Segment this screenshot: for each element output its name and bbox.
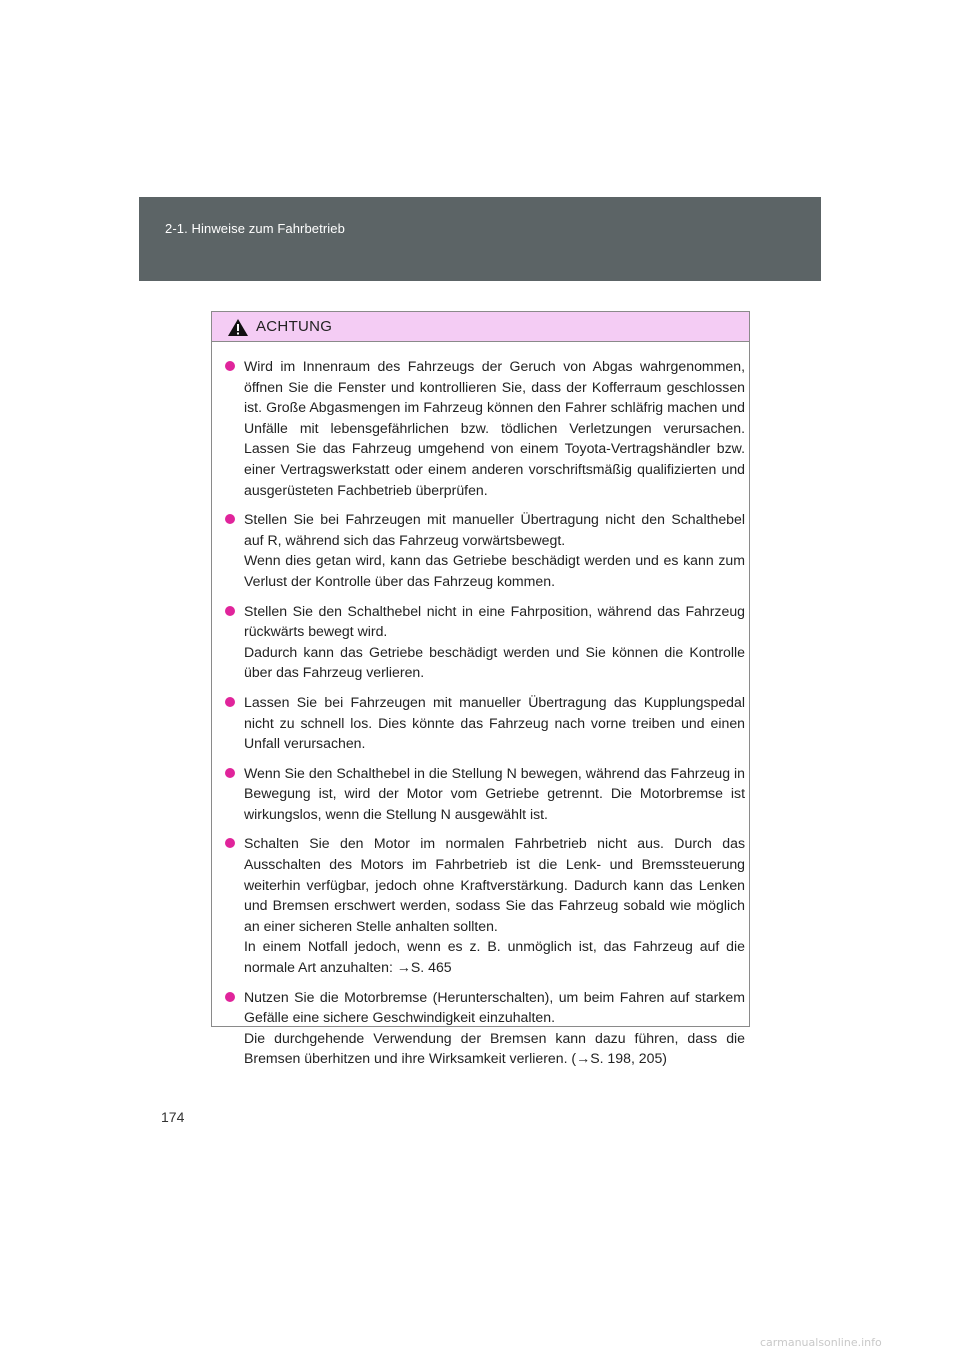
warning-text: Lassen Sie bei Fahrzeugen mit manueller Übertragung das Kupplungspedal nicht zu schnell los. Dies könnte das Fahrzeug nach vorne treiben und einen Unfall verursachen. [244, 693, 745, 752]
warning-item [225, 833, 745, 977]
section-title: 2-1. Hinweise zum Fahrbetrieb [165, 221, 345, 236]
bullet-icon [225, 838, 235, 848]
warning-text: Schalten Sie den Motor im normalen Fahrbetrieb nicht aus. Durch das Ausschalten des Motors im Fahrbetrieb ist die Lenk- und Bremssteuerung weiterhin verfügbar, jedoch ohne Kraftverstärkung. Dadurch kann das Lenken und Bremsen erschwert werden, sodass Sie das Fahrzeug sobald wie möglich an einer sicheren Stelle anhalten sollten. [244, 835, 745, 934]
warning-text: Stellen Sie bei Fahrzeugen mit manueller Übertragung nicht den Schalthebel auf R, während sich das Fahrzeug vorwärtsbewegt. [244, 511, 745, 548]
warning-text: Nutzen Sie die Motorbremse (Herunterschalten), um beim Fahren auf starkem Gefälle eine sichere Geschwindigkeit einzuhalten. [244, 988, 745, 1026]
warning-text: Stellen Sie den Schalthebel nicht in eine Fahrposition, während das Fahrzeug rückwärts bewegt wird. [244, 602, 745, 640]
bullet-icon [225, 768, 235, 778]
warning-box [211, 311, 750, 1067]
bullet-icon [225, 697, 235, 707]
warning-text: Die durchgehende Verwendung der Bremsen kann dazu führen, dass die Bremsen überhitzen und ihre Wirksamkeit verlieren. (→S. 198, 205) [244, 1029, 745, 1067]
warning-item [225, 692, 745, 754]
bullet-icon [225, 606, 235, 616]
warning-header [212, 312, 749, 342]
warning-label: ACHTUNG [256, 318, 333, 335]
bullet-icon [225, 361, 235, 371]
warning-triangle-icon [227, 318, 249, 337]
page-number: 174 [161, 1109, 185, 1125]
warning-item [225, 987, 745, 1069]
bullet-icon [225, 992, 235, 1002]
watermark: carmanualsonline.info [760, 1336, 882, 1349]
warning-item [225, 356, 745, 500]
warning-text: In einem Notfall jedoch, wenn es z. B. unmöglich ist, das Fahrzeug auf die normale Art anzuhalten: →S. 465 [244, 938, 745, 976]
section-header-band [139, 197, 821, 281]
bullet-icon [225, 514, 235, 524]
warning-item-list [225, 356, 745, 1078]
warning-item [225, 601, 745, 683]
warning-text: Wenn dies getan wird, kann das Getriebe beschädigt werden und es kann zum Verlust der Kontrolle über das Fahrzeug kommen. [244, 552, 745, 589]
warning-text: Wird im Innenraum des Fahrzeugs der Geruch von Abgas wahrgenommen, öffnen Sie die Fenster und kontrollieren Sie, dass der Kofferraum geschlossen ist. Große Abgasmengen im Fahrzeug können den Fahrer schläfrig machen und Unfälle mit lebensgefährlichen bzw. tödlichen Verletzungen verursachen. Lassen Sie das Fahrzeug umgehend von einem Toyota-Vertragshändler bzw. einer Vertragswerkstatt oder einem anderen vorschriftsmäßig qualifizierten und ausgerüsteten Fachbetrieb überprüfen. [244, 358, 745, 498]
warning-text: Dadurch kann das Getriebe beschädigt werden und Sie können die Kontrolle über das Fahrzeug verlieren. [244, 643, 745, 681]
warning-item [225, 763, 745, 825]
warning-text: Wenn Sie den Schalthebel in die Stellung N bewegen, während das Fahrzeug in Bewegung ist, wird der Motor vom Getriebe getrennt. Die Motorbremse ist wirkungslos, wenn die Stellung N ausgewählt ist. [244, 764, 745, 822]
warning-item [225, 509, 745, 591]
